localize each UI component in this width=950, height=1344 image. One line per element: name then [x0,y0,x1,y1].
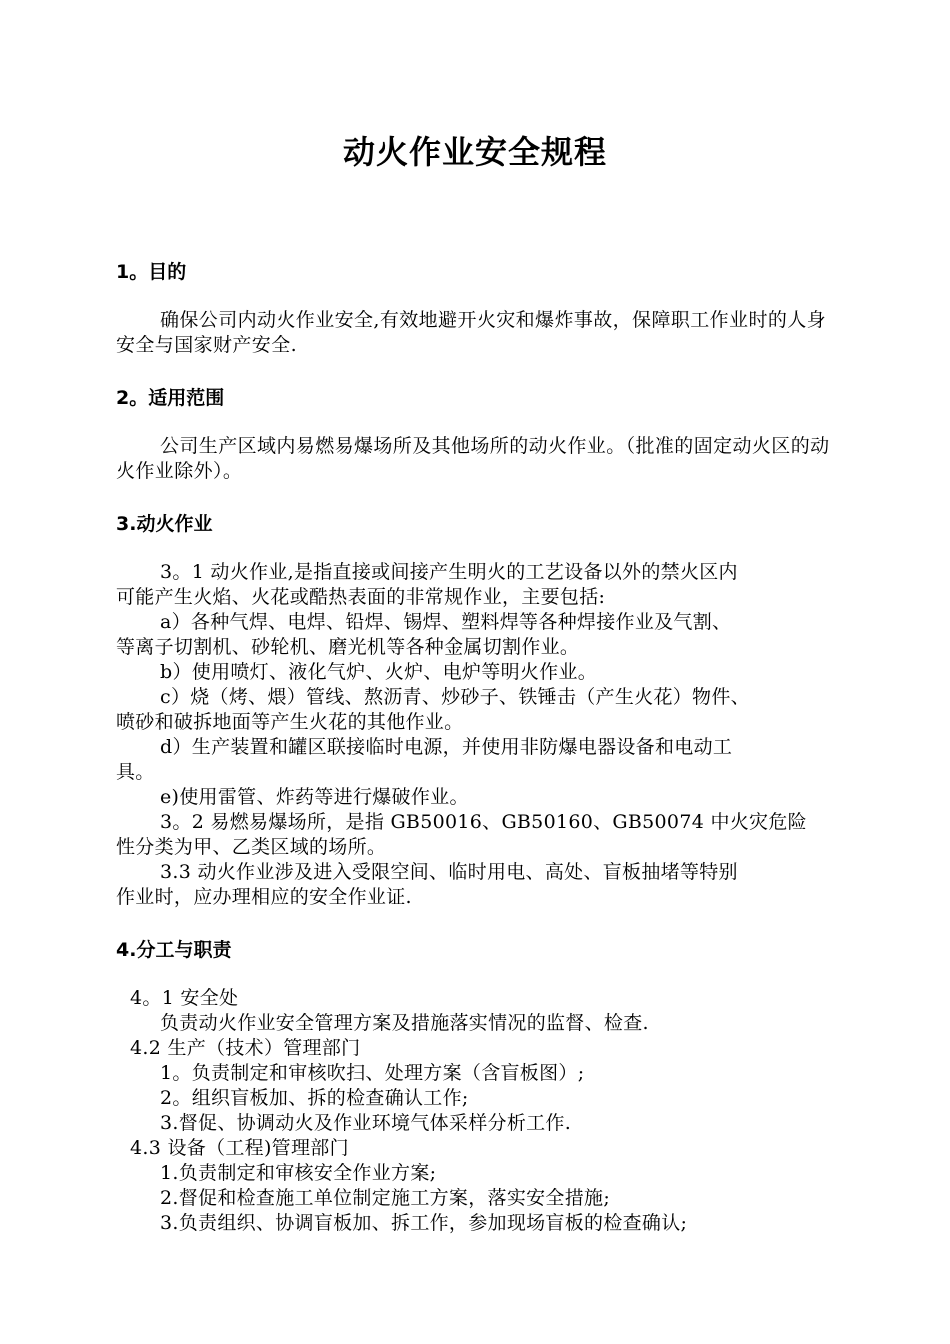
section-3-heading: 3.动火作业 [116,513,213,535]
section-4-line: 2。组织盲板加、拆的检查确认工作; [160,1087,469,1109]
section-3-line: a）各种气焊、电焊、铅焊、锡焊、塑料焊等各种焊接作业及气割、 [160,611,732,633]
section-4-line: 3.负责组织、协调盲板加、拆工作，参加现场盲板的检查确认; [160,1212,688,1234]
section-3-line: d）生产装置和罐区联接临时电源，并使用非防爆电器设备和电动工 [160,736,733,758]
section-3-line: c）烧（烤、煨）管线、熬沥青、炒砂子、铁锤击（产生火花）物件、 [160,686,750,708]
section-2-paragraph [116,434,836,484]
section-4-line: 1。负责制定和审核吹扫、处理方案（含盲板图）; [160,1062,585,1084]
section-2-text: 公司生产区域内易燃易爆场所及其他场所的动火作业。（批准的固定动火区的动火作业除外）。 [116,435,830,482]
section-1-heading: 1。目的 [116,261,187,283]
section-1-text: 确保公司内动火作业安全,有效地避开火灾和爆炸事故，保障职工作业时的人身安全与国家财产安全. [116,309,827,356]
section-3-line: 等离子切割机、砂轮机、磨光机等各种金属切割作业。 [116,636,580,658]
section-4-line: 负责动火作业安全管理方案及措施落实情况的监督、检查. [160,1012,649,1034]
document-title: 动火作业安全规程 [342,133,607,171]
section-4-line: 1.负责制定和审核安全作业方案; [160,1162,437,1184]
section-4-line: 4。1 安全处 [130,987,239,1009]
section-1-paragraph [116,308,836,358]
section-3-line: 3。2 易燃易爆场所，是指 GB50016、GB50160、GB50074 中火灾危险 [160,811,807,833]
section-3-line: 可能产生火焰、火花或酷热表面的非常规作业，主要包括: [116,586,606,608]
section-4-line: 2.督促和检查施工单位制定施工方案，落实安全措施; [160,1187,611,1209]
section-2-heading: 2。适用范围 [116,387,225,409]
section-3-line: 性分类为甲、乙类区域的场所。 [116,836,387,858]
section-3-line: 3。1 动火作业,是指直接或间接产生明火的工艺设备以外的禁火区内 [160,561,738,583]
section-3-line: 喷砂和破拆地面等产生火花的其他作业。 [116,711,464,733]
section-4-line: 3.督促、协调动火及作业环境气体采样分析工作. [160,1112,572,1134]
section-4-line: 4.3 设备（工程)管理部门 [130,1137,349,1159]
section-4-line: 4.2 生产（技术）管理部门 [130,1037,361,1059]
section-3-line: 具。 [116,761,155,783]
section-3-line: 作业时，应办理相应的安全作业证. [116,886,412,908]
section-3-line: 3.3 动火作业涉及进入受限空间、临时用电、高处、盲板抽堵等特别 [160,861,738,883]
section-4-heading: 4.分工与职责 [116,939,232,961]
section-3-line: b）使用喷灯、液化气炉、火炉、电炉等明火作业。 [160,661,598,683]
section-3-line: e)使用雷管、炸药等进行爆破作业。 [160,786,469,808]
